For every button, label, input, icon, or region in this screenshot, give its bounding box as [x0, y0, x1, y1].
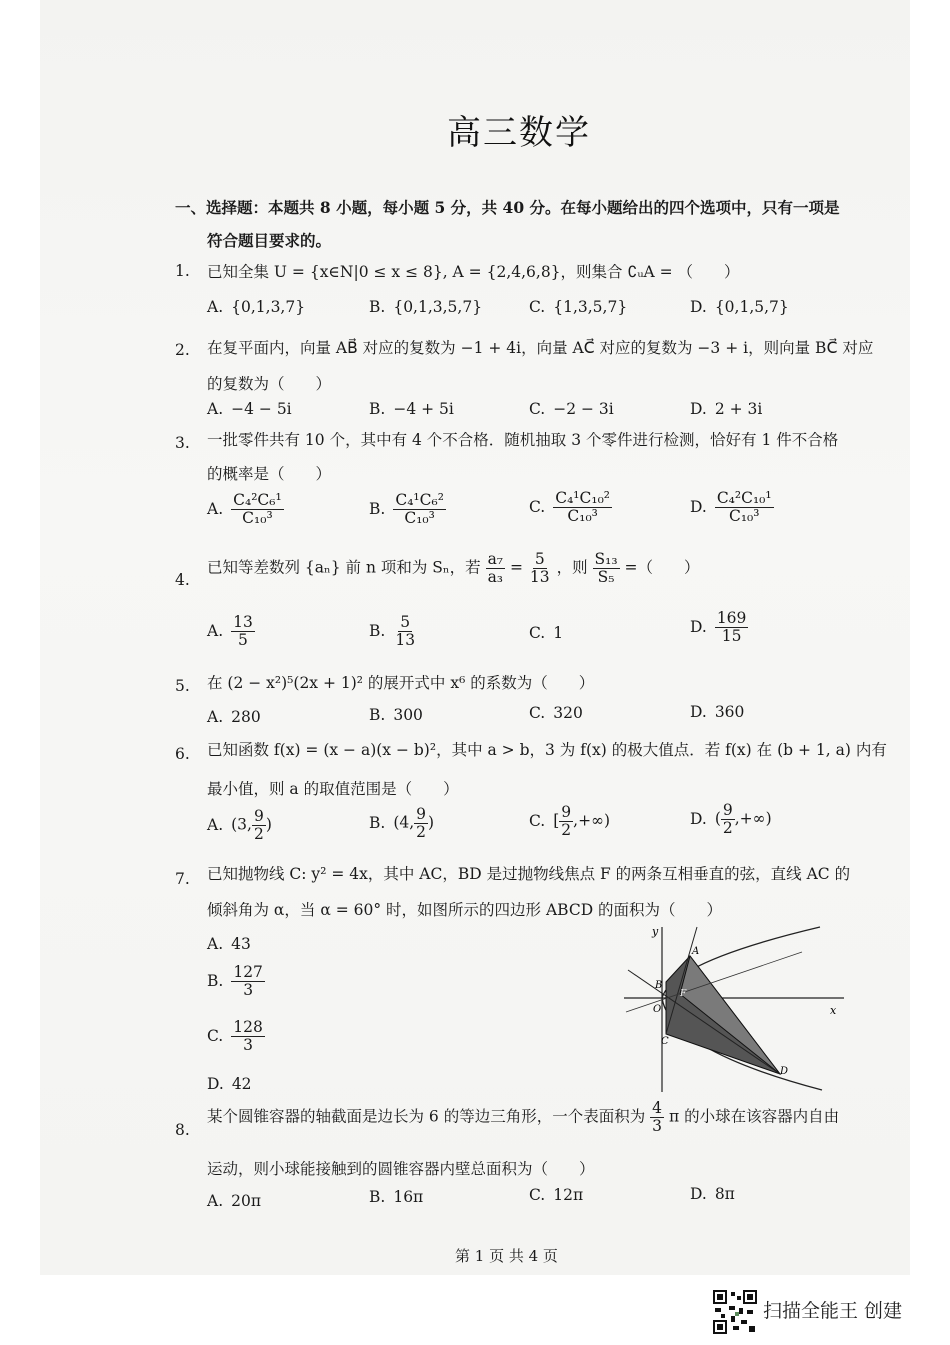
option-label: D. [690, 703, 707, 721]
option-label: D. [690, 497, 707, 516]
fraction-numerator: S₁₃ [594, 550, 618, 568]
option-fraction [715, 490, 774, 525]
question-number: 1. [175, 262, 190, 280]
fraction-numerator: 9 [253, 807, 264, 825]
option-label: D. [690, 298, 707, 316]
fraction-numerator: a₇ [487, 550, 504, 568]
fraction-denominator: 2 [722, 819, 733, 838]
option-label: A. [207, 499, 224, 518]
option-c [529, 490, 612, 525]
option-label: A. [207, 621, 224, 640]
question-text-part: π 的小球在该容器内自由 [668, 1107, 840, 1126]
fraction-numerator: 9 [722, 801, 733, 819]
option-text: {0,1,3,7} [231, 298, 306, 316]
option-fraction [231, 492, 284, 527]
interval-close: ,+∞) [734, 809, 772, 828]
fraction-numerator: 4 [652, 1099, 663, 1117]
option-c [207, 1019, 265, 1054]
qr-code-icon [713, 1290, 757, 1334]
option-fraction [715, 610, 749, 645]
point-b-label: B [655, 980, 663, 991]
fraction-denominator: C₁₀³ [404, 509, 435, 528]
option-text: 12π [553, 1186, 584, 1204]
equals-sign: = [509, 558, 523, 577]
fraction-numerator: 5 [400, 613, 411, 631]
x-axis-label: x [830, 1004, 837, 1017]
option-text: {1,3,5,7} [553, 298, 628, 316]
option-text: −4 − 5i [231, 400, 292, 418]
option-d [690, 490, 774, 525]
option-b [207, 964, 265, 999]
option-b [369, 492, 446, 527]
option-c [529, 298, 627, 316]
question-text-part: 已知等差数列 {aₙ} 前 n 项和为 Sₙ，若 [207, 558, 481, 577]
interval-open: (4, [393, 813, 415, 832]
fraction-numerator: C₄²C₆¹ [233, 491, 282, 509]
focus-label: F [680, 989, 687, 999]
question-text-cont: 的复数为（ ） [207, 375, 332, 393]
option-text: 320 [553, 704, 583, 722]
option-label: B. [369, 1188, 386, 1206]
fraction-denominator: a₃ [487, 568, 504, 587]
question-text-cont: 最小值，则 a 的取值范围是（ ） [207, 780, 459, 798]
fraction-denominator: 13 [529, 568, 550, 587]
surface-area-fraction [650, 1100, 664, 1135]
option-d [690, 400, 762, 418]
option-fraction [393, 492, 446, 527]
fraction-denominator: 3 [652, 1117, 663, 1136]
fraction-denominator: C₁₀³ [567, 507, 598, 526]
option-a [207, 492, 284, 527]
fraction-denominator: 3 [243, 1036, 253, 1055]
option-text: −4 + 5i [393, 400, 454, 418]
option-text: 42 [231, 1075, 252, 1093]
option-fraction [393, 614, 417, 649]
y-axis-label: y [652, 925, 659, 938]
option-c [529, 704, 583, 722]
option-label: B. [369, 400, 386, 418]
parabola-diagram [622, 922, 852, 1094]
section-heading: 一、选择题：本题共 8 小题，每小题 5 分，共 40 分。在每小题给出的四个选项中，只有一项是 [175, 198, 840, 217]
fraction-denominator: 5 [238, 631, 248, 650]
origin-label: O [653, 1004, 662, 1015]
option-label: C. [529, 704, 546, 722]
option-label: D. [207, 1075, 224, 1093]
fraction-denominator: 2 [253, 825, 264, 844]
fraction-numerator: 13 [233, 613, 253, 631]
fraction-numerator: 128 [233, 1018, 263, 1036]
fraction-denominator: 3 [243, 981, 254, 1000]
option-text: 300 [393, 706, 423, 724]
option-label: B. [369, 813, 386, 832]
option-a [207, 1192, 261, 1210]
question-number: 8. [175, 1121, 190, 1139]
option-d [690, 298, 789, 316]
fraction-numerator: C₄¹C₁₀² [555, 489, 611, 507]
option-fraction [231, 1019, 265, 1054]
option-text: 1 [553, 624, 564, 642]
option-c [529, 804, 610, 839]
option-label: A. [207, 708, 224, 726]
question-text: 已知抛物线 C: y² = 4x，其中 AC，BD 是过抛物线焦点 F 的两条互相垂直的弦，直线 AC 的 [207, 865, 851, 883]
option-a [207, 614, 255, 649]
question-text: 一批零件共有 10 个，其中有 4 个不合格．随机抽取 3 个零件进行检测，恰好有 1 件不合格 [207, 431, 839, 449]
option-fraction [553, 490, 612, 525]
interval-open: ( [714, 809, 721, 828]
question-text [207, 551, 700, 586]
fraction-denominator: 2 [561, 821, 572, 840]
fraction-denominator: C₁₀³ [728, 507, 760, 526]
option-text: 16π [393, 1188, 424, 1206]
interval-close: ) [428, 813, 435, 832]
question-number: 3. [175, 434, 190, 452]
option-text: {0,1,5,7} [714, 298, 789, 316]
option-text: 43 [231, 935, 251, 953]
question-text [207, 1100, 839, 1135]
option-label: B. [207, 971, 224, 990]
option-label: B. [369, 499, 386, 518]
page-footer: 第 1 页 共 4 页 [455, 1247, 558, 1265]
option-label: B. [369, 706, 386, 724]
fraction-denominator: C₁₀³ [242, 509, 273, 528]
point-d-label: D [780, 1066, 789, 1077]
option-text: 280 [231, 708, 261, 726]
option-a [207, 400, 292, 418]
option-a [207, 298, 305, 316]
fraction-numerator: 127 [233, 963, 263, 981]
ratio-value-fraction [528, 551, 552, 586]
option-label: C. [529, 400, 546, 418]
option-c [529, 1186, 583, 1204]
interval-close: ,+∞) [573, 811, 611, 830]
fraction-denominator: 2 [416, 823, 427, 842]
interval-open: [ [553, 811, 560, 830]
option-fraction [721, 802, 735, 837]
ratio-fraction [486, 551, 505, 586]
option-label: A. [207, 815, 224, 834]
question-text: 已知函数 f(x) = (x − a)(x − b)²，其中 a > b，3 为 f(x) 的极大值点．若 f(x) 在 (b + 1, a) 内有 [207, 741, 887, 759]
option-a [207, 935, 251, 953]
option-a [207, 708, 261, 726]
fraction-numerator: C₄¹C₆² [395, 491, 444, 509]
fraction-numerator: 9 [416, 805, 427, 823]
fraction-numerator: 9 [561, 803, 572, 821]
option-text: 8π [714, 1185, 735, 1203]
point-a-label: A [692, 946, 700, 957]
option-fraction [559, 804, 573, 839]
sum-ratio-fraction [593, 551, 620, 586]
question-number: 5. [175, 677, 190, 695]
option-label: C. [529, 811, 546, 830]
question-text: 在复平面内，向量 AB⃗ 对应的复数为 −1 + 4i，向量 AC⃗ 对应的复数为 −3 + i，则向量 BC⃗ 对应 [207, 339, 874, 357]
option-label: C. [529, 624, 546, 642]
fraction-numerator: 5 [534, 550, 545, 568]
interval-open: (3, [231, 815, 252, 834]
option-text: −2 − 3i [553, 400, 614, 418]
section-heading-cont: 符合题目要求的。 [207, 231, 332, 250]
page-title: 高三数学 [447, 113, 591, 153]
fraction-denominator: 13 [395, 631, 416, 650]
option-d [690, 610, 748, 645]
question-text-cont: 的概率是（ ） [207, 465, 332, 483]
interval-close: ) [265, 815, 272, 834]
question-text: 已知全集 U = {x∈N|0 ≤ x ≤ 8}, A = {2,4,6,8}，则集合 ∁ᵤA = （ ） [207, 263, 740, 281]
option-fraction [231, 964, 265, 999]
question-text-cont: 倾斜角为 α，当 α = 60° 时，如图所示的四边形 ABCD 的面积为（ ） [207, 901, 723, 919]
point-c-label: C [661, 1036, 669, 1047]
option-label: C. [207, 1026, 224, 1045]
fraction-numerator: C₄²C₁₀¹ [716, 489, 772, 507]
option-label: B. [369, 621, 386, 640]
option-d [207, 1075, 252, 1093]
option-b [369, 806, 434, 841]
fraction-denominator: 15 [721, 627, 742, 646]
question-text-part: =（ ） [624, 558, 700, 577]
option-text: 360 [714, 703, 745, 721]
option-label: C. [529, 298, 546, 316]
option-c [529, 624, 563, 642]
option-label: A. [207, 400, 224, 418]
question-text-part: 某个圆锥容器的轴截面是边长为 6 的等边三角形，一个表面积为 [207, 1107, 646, 1126]
option-label: A. [207, 935, 224, 953]
option-label: D. [690, 400, 707, 418]
option-label: A. [207, 298, 224, 316]
option-label: D. [690, 1185, 707, 1203]
question-text-part: ，则 [556, 558, 588, 577]
option-b [369, 400, 454, 418]
option-b [369, 706, 423, 724]
scanner-watermark: 扫描全能王 创建 [763, 1300, 903, 1322]
option-c [529, 400, 614, 418]
option-text: 20π [231, 1192, 262, 1210]
option-d [690, 802, 772, 837]
question-number: 7. [175, 870, 190, 888]
option-fraction [231, 614, 255, 649]
option-label: C. [529, 497, 546, 516]
fraction-numerator: 169 [716, 609, 747, 627]
option-text: 2 + 3i [714, 400, 763, 418]
option-label: D. [690, 617, 707, 636]
question-text: 在 (2 − x²)⁵(2x + 1)² 的展开式中 x⁶ 的系数为（ ） [207, 674, 595, 692]
question-number: 4. [175, 571, 190, 589]
question-text-cont: 运动，则小球能接触到的圆锥容器内壁总面积为（ ） [207, 1160, 595, 1178]
question-number: 2. [175, 341, 190, 359]
option-d [690, 1185, 735, 1203]
option-fraction [414, 806, 428, 841]
option-label: C. [529, 1186, 546, 1204]
option-b [369, 1188, 423, 1206]
option-text: {0,1,3,5,7} [393, 298, 483, 316]
option-label: B. [369, 298, 386, 316]
option-label: D. [690, 809, 707, 828]
question-number: 6. [175, 745, 190, 763]
fraction-denominator: S₅ [597, 568, 615, 587]
option-fraction [252, 808, 266, 843]
option-a [207, 808, 272, 843]
option-b [369, 614, 417, 649]
option-label: A. [207, 1192, 224, 1210]
option-d [690, 703, 744, 721]
option-b [369, 298, 482, 316]
